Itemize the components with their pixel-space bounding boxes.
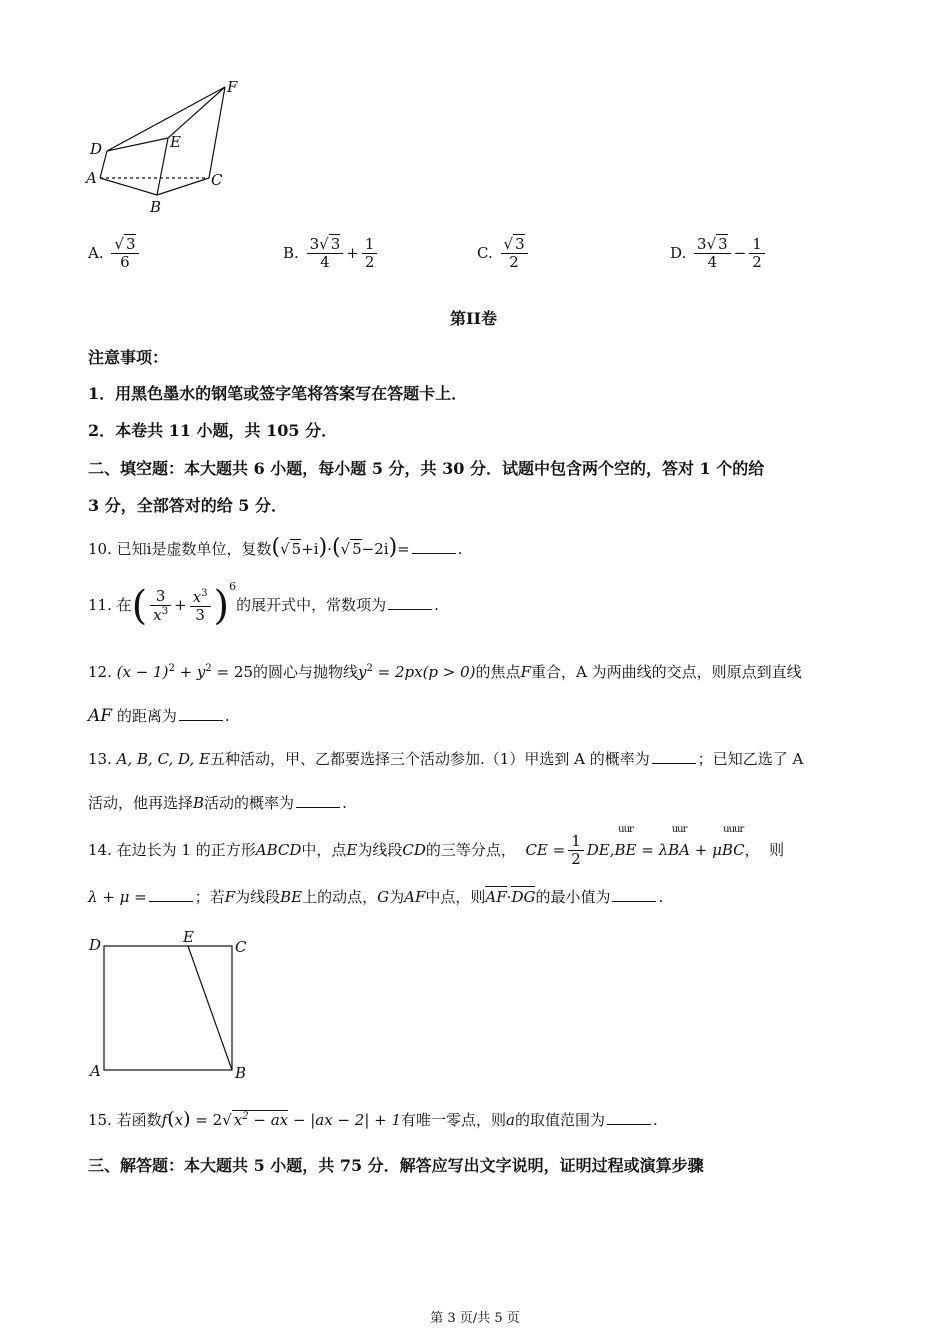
segment-eb	[188, 946, 232, 1070]
section3-heading: 三、解答题：本大题共 5 小题，共 75 分．解答应写出文字说明，证明过程或演算步骤	[88, 1156, 704, 1175]
label-c: C	[211, 171, 223, 189]
answer-blank	[607, 1110, 651, 1125]
answer-blank	[388, 595, 432, 610]
edge-bc	[157, 178, 209, 195]
choice-b: B. $\frac{3√ 3}{4}$ + $\frac{1}{2}$	[283, 236, 380, 272]
question-15: 15. 若函数f(x) = 2√ $x^2$ − ax − |ax − 2| + 1有唯一零点，则a的取值范围为 .	[88, 1108, 658, 1130]
edge-de	[107, 138, 168, 151]
label-c: C	[235, 938, 247, 956]
answer-blank	[179, 706, 223, 721]
notes-item-1: 1．用黑色墨水的钢笔或签字笔将答案写在答题卡上．	[88, 384, 468, 403]
choice-d: D. $\frac{3√ 3}{4}$ − $\frac{1}{2}$	[670, 236, 768, 272]
question-10: 10. 已知i是虚数单位，复数(√ 5+i)·(√ 5−2i)= .	[88, 535, 463, 560]
question-14-cont: λ + μ = ；若F为线段BE上的动点，G为AF中点，则AF·DG的最小值为 .	[88, 888, 664, 906]
question-14: 14. 在边长为 1 的正方形ABCD中，点E为线段CD的三等分点， CE = $\frac{1}{2}$ DE, uur BE = λ uur BA + μ uuur BC， 则	[88, 823, 785, 869]
label-a: A	[90, 1062, 101, 1080]
square-figure	[80, 925, 260, 1085]
notes-item-2: 2．本卷共 11 小题，共 105 分．	[88, 421, 338, 440]
question-12-cont: AF 的距离为 .	[88, 706, 230, 726]
edge-fc	[209, 87, 225, 178]
question-12: 12. $(x - 1)^2 + y^2 = 25$的圆心与抛物线$y^2 = 2px(p > 0)$的焦点F重合，A 为两曲线的交点，则原点到直线	[88, 663, 802, 681]
question-13: 13. A, B, C, D, E五种活动，甲、乙都要选择三个活动参加.（1）甲选到 A 的概率为 ；已知乙选了 A	[88, 750, 804, 768]
edge-eb	[157, 138, 168, 195]
choice-a: A. $\frac{√ 3}{6}$	[88, 236, 142, 272]
answer-blank	[149, 887, 193, 902]
answer-blank	[652, 749, 696, 764]
page-footer: 第 3 页/共 5 页	[430, 1311, 520, 1326]
square-abcd	[104, 946, 232, 1070]
section2-line2: 3 分，全部答对的给 5 分．	[88, 496, 287, 515]
answer-blank	[412, 539, 456, 554]
notes-heading: 注意事项：	[88, 348, 169, 367]
solid-figure	[80, 75, 250, 220]
label-e: E	[170, 133, 181, 151]
label-e: E	[183, 928, 194, 946]
label-b: B	[235, 1064, 247, 1082]
label-d: D	[89, 936, 102, 954]
label-a: A	[86, 169, 97, 187]
edge-ef	[168, 87, 225, 138]
question-13-cont: 活动，他再选择B活动的概率为 .	[88, 794, 347, 812]
volume-title: 第II卷	[450, 309, 497, 328]
label-f: F	[227, 78, 238, 96]
edge-df	[107, 87, 225, 151]
choice-c: C. $\frac{√ 3}{2}$	[477, 236, 531, 272]
section2-line1: 二、填空题：本大题共 6 小题，每小题 5 分，共 30 分．试题中包含两个空的，答对 1 个的给	[88, 459, 765, 478]
question-11: 11. 在( $\frac{3}{x^3}$ + $\frac{x^3}{3}$ )$^6$的展开式中，常数项为 .	[88, 580, 439, 629]
answer-blank	[296, 793, 340, 808]
edge-ab	[100, 178, 157, 195]
label-d: D	[90, 140, 103, 158]
answer-blank	[612, 887, 656, 902]
label-b: B	[150, 198, 162, 216]
